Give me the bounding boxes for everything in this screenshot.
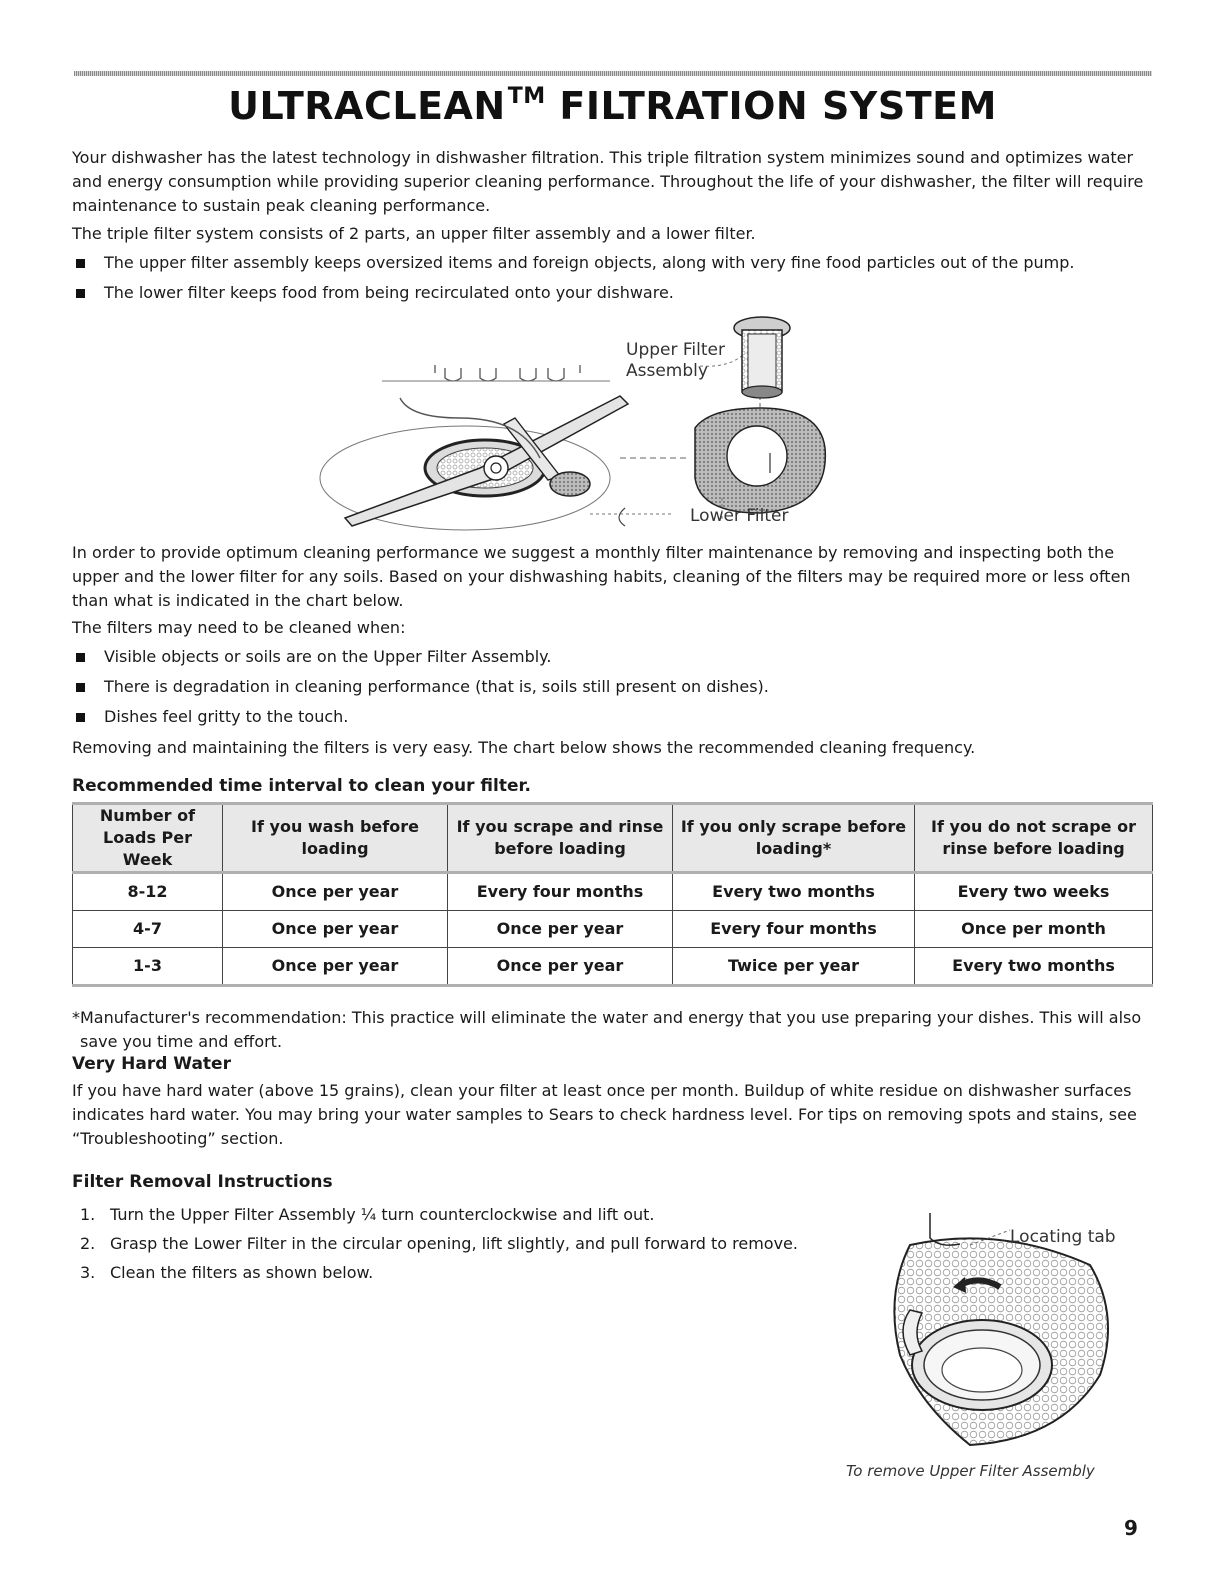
table-row bbox=[73, 873, 1153, 911]
square-bullet-icon bbox=[76, 713, 85, 722]
table-cell: Every two months bbox=[673, 873, 915, 911]
table-heading: Recommended time interval to clean your filter. bbox=[72, 776, 531, 796]
maintenance-paragraph: In order to provide optimum cleaning performance we suggest a monthly filter maintenance by removing and inspecting both the upper and the lower filter for any soils. Based on your dishwashing habits, cleaning of the filters may be required more or less often than what is indicated in the chart below. bbox=[72, 543, 1131, 610]
table-cell: Once per year bbox=[223, 948, 448, 986]
cleaning-frequency-table bbox=[72, 802, 1153, 987]
table-cell: Every two months bbox=[915, 948, 1153, 986]
table-cell: Every four months bbox=[448, 873, 673, 911]
page-title: ULTRACLEAN™ FILTRATION SYSTEM bbox=[228, 84, 997, 128]
table-cell: Every two weeks bbox=[915, 873, 1153, 911]
table-cell: 4-7 bbox=[73, 911, 223, 948]
filter-system-diagram bbox=[290, 308, 850, 538]
square-bullet-icon bbox=[76, 683, 85, 692]
table-cell: 1-3 bbox=[73, 948, 223, 986]
column-header-wash: If you wash before loading bbox=[223, 804, 448, 873]
table-header-row bbox=[73, 804, 1153, 873]
clean-when-intro: The filters may need to be cleaned when: bbox=[72, 618, 406, 637]
upper-filter-label-line1: Upper Filter bbox=[626, 340, 725, 360]
lower-filter-label: Lower Filter bbox=[690, 506, 789, 526]
locating-tab-label: Locating tab bbox=[1010, 1227, 1116, 1247]
list-item: 1. Turn the Upper Filter Assembly ¼ turn counterclockwise and lift out. bbox=[80, 1205, 655, 1224]
intro-paragraph: Your dishwasher has the latest technology in dishwasher filtration. This triple filtration system minimizes sound and optimizes water and energy consumption while providing superior cleaning performance. Throughout the life of your dishwasher, the filter will require maintenance to sustain peak cleaning performance. bbox=[72, 148, 1144, 215]
column-header-no-scrape: If you do not scrape or rinse before loading bbox=[915, 804, 1153, 873]
column-header-loads: Number of Loads Per Week bbox=[73, 804, 223, 873]
column-header-only-scrape: If you only scrape before loading* bbox=[673, 804, 915, 873]
removal-caption: To remove Upper Filter Assembly bbox=[846, 1462, 1095, 1480]
manual-page: ULTRACLEAN™ FILTRATION SYSTEM Your dishwasher has the latest technology in dishwasher filtration. This triple filtration system minimizes sound and optimizes water and energy consumption while providing superior cleaning performance. Throughout the life of your dishwasher, the filter will require maintenance to sustain peak cleaning performance. The triple filter system consists of 2 parts, an upper filter assembly and a lower filter. The upper filter assembly keeps oversized items and foreign objects, along with very fine food particles out of the pump. The lower filter keeps food from being recirculated onto your dishware. Upper Filter Assembly Lower Filter In order to provide optimum cleaning performance we suggest a monthly filter maintenance by removing and inspecting both the upper and the lower filter for any soils. Based on your dishwashing habits, cleaning of the filters may be required more or less often than what is indicated in the chart below. The filters may need to be cleaned when: Visible objects or soils are on the Upper Filter Assembly. There is degradation in cleaning performance (that is, soils still present on dishes). Dishes feel gritty to the touch. Removing and maintaining the filters is very easy. The chart below shows the recommended cleaning frequency. Recommended time interval to clean your filter. Number of Loads Per Week If you wash before loading If you scrape and rinse before loading If you only scrape before loading* If you do not scrape or rinse before loading 8-12 Once per year Every four months Every two months Every two weeks 4-7 Once per year Once per year Every four months Once per month 1-3 Once per year Once per year Twice per year Every two months *Manufacturer's recommendation: This practice will eliminate the water and energy that you use preparing your dishes. This will also save you time and effort. Very Hard Water If you have hard water (above 15 grains), clean your filter at least once per month. Buildup of white residue on dishwasher surfaces indicates hard water. You may bring your water samples to Sears to check hardness level. For tips on removing spots and stains, see “Troubleshooting” section. Filter Removal Instructions 1. Turn the Upper Filter Assembly ¼ turn counterclockwise and lift out. 2. Grasp the Lower Filter in the circular opening, lift slightly, and pull forward to remove. 3. Clean the filters as shown below. Locating tab To remove Upper Filter Assembly 9 bbox=[0, 0, 1225, 1585]
list-item: 3. Clean the filters as shown below. bbox=[80, 1263, 374, 1282]
list-item: 2. Grasp the Lower Filter in the circular opening, lift slightly, and pull forward to remove. bbox=[80, 1234, 798, 1253]
chart-intro: Removing and maintaining the filters is very easy. The chart below shows the recommended cleaning frequency. bbox=[72, 738, 976, 757]
table-row bbox=[73, 911, 1153, 948]
table-cell: Every four months bbox=[673, 911, 915, 948]
hard-water-heading: Very Hard Water bbox=[72, 1054, 231, 1074]
table-cell: 8-12 bbox=[73, 873, 223, 911]
hard-water-text: If you have hard water (above 15 grains), clean your filter at least once per month. Buildup of white residue on dishwasher surfaces indicates hard water. You may bring your water samples to Sears to check hardness level. For tips on removing spots and stains, see “Troubleshooting” section. bbox=[72, 1081, 1137, 1148]
square-bullet-icon bbox=[76, 259, 85, 268]
square-bullet-icon bbox=[76, 653, 85, 662]
removal-heading: Filter Removal Instructions bbox=[72, 1172, 333, 1192]
top-rule bbox=[74, 71, 1152, 76]
table-cell: Once per month bbox=[915, 911, 1153, 948]
table-cell: Twice per year bbox=[673, 948, 915, 986]
square-bullet-icon bbox=[76, 289, 85, 298]
filter-parts-intro: The triple filter system consists of 2 parts, an upper filter assembly and a lower filter. bbox=[72, 224, 756, 243]
column-header-scrape-rinse: If you scrape and rinse before loading bbox=[448, 804, 673, 873]
table-cell: Once per year bbox=[448, 911, 673, 948]
filter-removal-illustration bbox=[870, 1205, 1130, 1455]
dishwasher-sump-illustration bbox=[290, 308, 850, 538]
footnote: *Manufacturer's recommendation: This practice will eliminate the water and energy that you use preparing your dishes. This will also save you time and effort. bbox=[72, 1008, 1142, 1051]
table-row bbox=[73, 948, 1153, 986]
table-cell: Once per year bbox=[223, 911, 448, 948]
upper-filter-label-line2: Assembly bbox=[626, 361, 708, 381]
table-cell: Once per year bbox=[223, 873, 448, 911]
removal-steps-list bbox=[80, 1200, 840, 1287]
page-number: 9 bbox=[1124, 1516, 1138, 1540]
table-cell: Once per year bbox=[448, 948, 673, 986]
